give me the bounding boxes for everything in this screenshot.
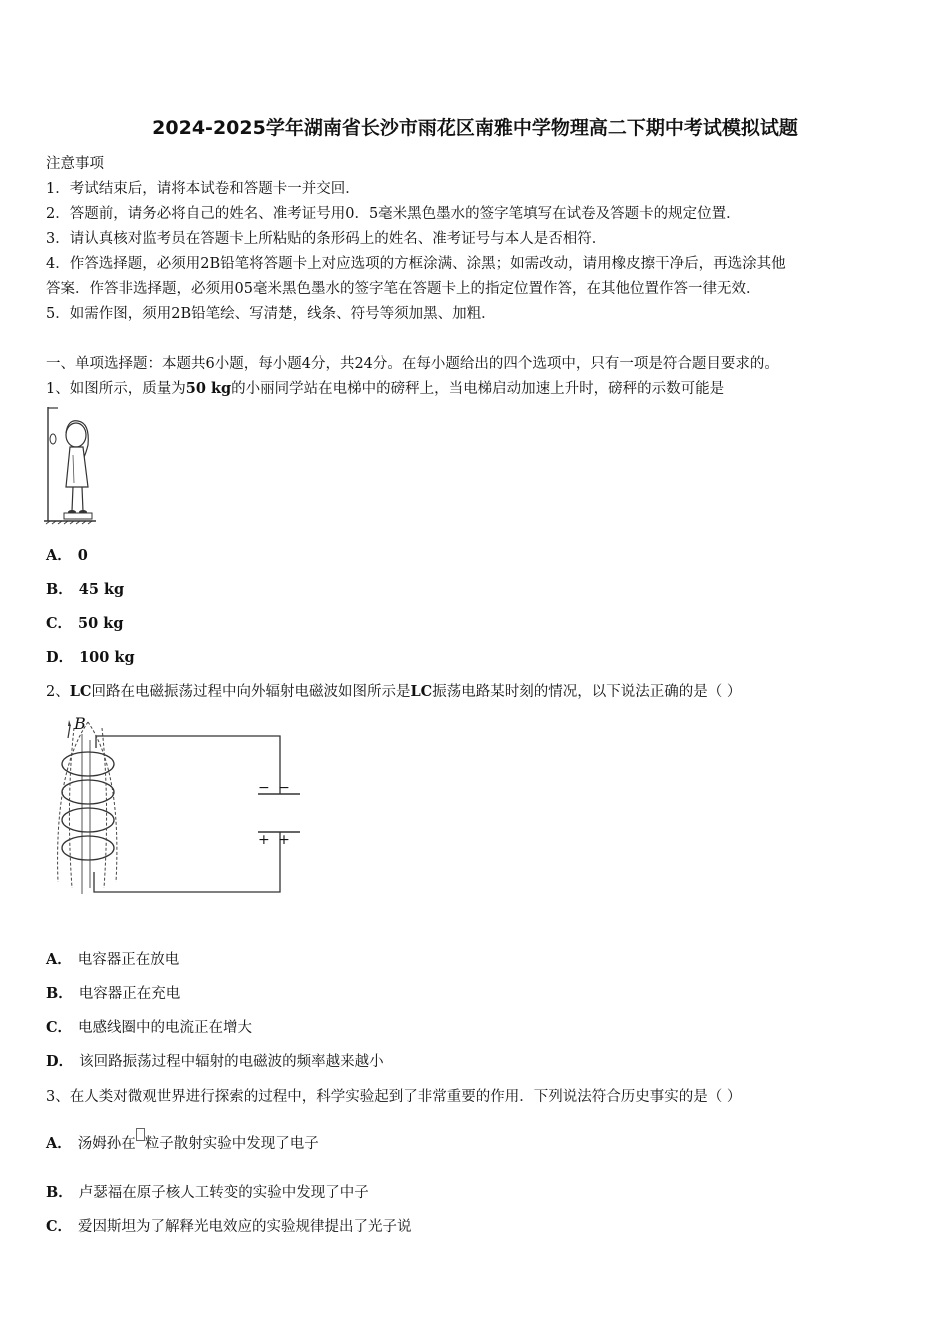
q2-option-b-text: 电容器正在充电: [78, 986, 181, 1002]
q3-option-c-text: 爱因斯坦为了解释光电效应的实验规律提出了光子说: [78, 1219, 412, 1235]
q1-option-b-key: B．: [46, 581, 73, 598]
section-heading: 一、单项选择题：本题共6小题，每小题4分，共24分。在每小题给出的四个选项中，只有一项是符合题目要求的。: [46, 356, 779, 372]
q3-option-b-key: B．: [46, 1184, 73, 1201]
q1-option-a-key: A．: [46, 547, 72, 564]
capacitor-bottom-sign: + +: [258, 832, 292, 848]
q1-option-b-text: 45 kg: [78, 581, 125, 598]
q2-stem-e: 振荡电路某时刻的情况，以下说法正确的是（ ）: [432, 684, 742, 700]
q3-option-c[interactable]: [46, 1215, 412, 1236]
q2-option-a-text: 电容器正在放电: [77, 952, 180, 968]
q1-option-a[interactable]: [46, 544, 88, 565]
missing-glyph-icon: [136, 1128, 145, 1141]
q2-option-c-text: 电感线圈中的电流正在增大: [78, 1020, 253, 1036]
notice-heading: 注意事项: [46, 156, 104, 172]
q2-option-a-key: A．: [46, 951, 72, 968]
q2-option-b[interactable]: [46, 982, 180, 1003]
q1-option-d-key: D．: [46, 649, 74, 666]
lc-circuit-figure: [44, 712, 304, 902]
q1-option-d-text: 100 kg: [79, 649, 135, 666]
girl-on-scale-figure: [44, 405, 104, 525]
field-label-b: B: [74, 714, 86, 733]
q3-option-a[interactable]: [46, 1132, 319, 1153]
q1-option-c-key: C．: [46, 615, 73, 632]
q3-option-b[interactable]: [46, 1181, 369, 1202]
notice-item-2: 2．答题前，请务必将自己的姓名、准考证号用0．5毫米黑色墨水的签字笔填写在试卷及答题卡的规定位置．: [46, 206, 741, 222]
q2-stem-a: 2、: [46, 684, 70, 700]
notice-item-3: 3．请认真核对监考员在答题卡上所粘贴的条形码上的姓名、准考证号与本人是否相符．: [46, 231, 607, 247]
notice-item-1: 1．考试结束后，请将本试卷和答题卡一并交回．: [46, 181, 360, 197]
q1-option-b[interactable]: [46, 578, 124, 599]
page-title: 2024-2025学年湖南省长沙市雨花区南雅中学物理高二下期中考试模拟试题: [152, 117, 798, 139]
lc-circuit-drawing: [44, 712, 304, 902]
q1-stem: [46, 377, 724, 398]
q1-option-a-text: 0: [77, 547, 88, 564]
q3-stem: 3、在人类对微观世界进行探索的过程中，科学实验起到了非常重要的作用．下列说法符合历史事实的是（ ）: [46, 1089, 742, 1105]
q1-stem-mass: 50 kg: [185, 380, 232, 397]
q3-option-a-text-b: 粒子散射实验中发现了电子: [144, 1136, 319, 1152]
q1-option-c-text: 50 kg: [78, 615, 124, 632]
notice-item-4-cont: 答案．作答非选择题，必须用05毫米黑色墨水的签字笔在答题卡上的指定位置作答，在其他位置作答一律无效．: [46, 281, 761, 297]
q2-option-c[interactable]: [46, 1016, 252, 1037]
q2-option-a[interactable]: [46, 948, 179, 969]
q3-option-a-key: A．: [46, 1135, 72, 1152]
q2-option-b-key: B．: [46, 985, 73, 1002]
q2-option-d-key: D．: [46, 1053, 74, 1070]
q2-stem-c: 回路在电磁振荡过程中向外辐射电磁波如图所示是: [91, 684, 411, 700]
q2-stem-lc2: LC: [410, 683, 433, 700]
q2-stem-lc1: LC: [69, 683, 92, 700]
capacitor-top-sign: − −: [258, 780, 292, 796]
notice-item-4: 4．作答选择题，必须用2B铅笔将答题卡上对应选项的方框涂满、涂黑；如需改动，请用橡皮擦干净后，再选涂其他: [46, 256, 786, 272]
q2-option-d[interactable]: [46, 1050, 384, 1071]
q2-option-c-key: C．: [46, 1019, 73, 1036]
q1-stem-a: 1、如图所示，质量为: [46, 381, 186, 397]
notice-item-5: 5．如需作图，须用2B铅笔绘、写清楚，线条、符号等须加黑、加粗．: [46, 306, 496, 322]
q1-option-d[interactable]: [46, 646, 135, 667]
q2-option-d-text: 该回路振荡过程中辐射的电磁波的频率越来越小: [79, 1054, 384, 1070]
q3-option-c-key: C．: [46, 1218, 73, 1235]
q3-option-a-text-a: 汤姆孙在: [77, 1136, 136, 1152]
q1-option-c[interactable]: [46, 612, 123, 633]
q3-option-b-text: 卢瑟福在原子核人工转变的实验中发现了中子: [78, 1185, 369, 1201]
q2-stem: [46, 680, 741, 701]
q1-stem-c: 的小丽同学站在电梯中的磅秤上，当电梯启动加速上升时，磅秤的示数可能是: [231, 381, 725, 397]
